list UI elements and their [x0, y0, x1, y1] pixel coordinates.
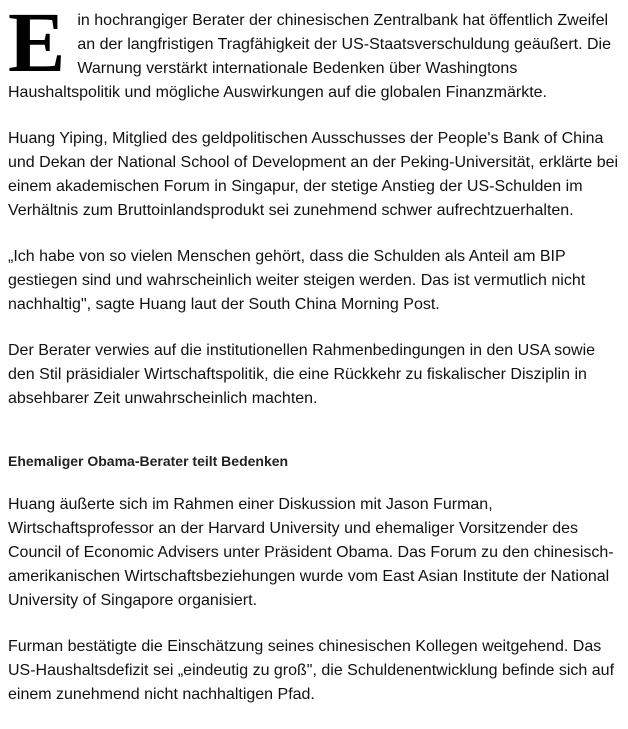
article-paragraph: „Ich habe von so vielen Menschen gehört, dass die Schulden als Anteil am BIP gestiegen sind und wahrscheinlich weiter steigen werden. Das ist vermutlich nicht nachhaltig", sagte Huang laut der South China Morning Post. [8, 248, 586, 313]
article-paragraph: Der Berater verwies auf die institutionellen Rahmenbedingungen in den USA sowie den Stil präsidialer Wirtschaftspolitik, die eine Rückkehr zu fiskalischer Disziplin in absehbarer Zeit unwahrscheinlich machten. [8, 342, 596, 407]
article-paragraph: Furman bestätigte die Einschätzung seines chinesischen Kollegen weitgehend. Das US-Haushaltsdefizit sei „eindeutig zu groß", die Schuldenentwicklung befinde sich auf einem zunehmend nicht nachhaltigen Pfad. [8, 638, 615, 703]
article-paragraph: Huang äußerte sich im Rahmen einer Diskussion mit Jason Furman, Wirtschaftsprofessor an der Harvard University und ehemaliger Vorsitzender des Council of Economic Advisers unter Präsident Obama. Das Forum zu den chinesisch-amerikanischen Wirtschaftsbeziehungen wurde vom East Asian Institute der National University of Singapore organisiert. [8, 496, 614, 609]
drop-cap-letter: E [8, 0, 66, 90]
article-paragraph-intro [8, 0, 620, 105]
article-body [8, 0, 620, 729]
section-subheading: Ehemaliger Obama-Berater teilt Bedenken [8, 453, 289, 469]
article-paragraph: Huang Yiping, Mitglied des geldpolitischen Ausschusses der People's Bank of China und Dekan der National School of Development an der Peking-Universität, erklärte bei einem akademischen Forum in Singapur, der stetige Anstieg der US-Schulden im Verhältnis zum Bruttoinlandsprodukt sei zunehmend schwer aufrechtzuerhalten. [8, 130, 619, 219]
intro-text: in hochrangiger Berater der chinesischen Zentralbank hat öffentlich Zweifel an der langfristigen Tragfähigkeit der US-Staatsverschuldung geäußert. Die Warnung verstärkt internationale Bedenken über Washingtons Haushaltspolitik und mögliche Auswirkungen auf die globalen Finanzmärkte. [8, 12, 611, 101]
